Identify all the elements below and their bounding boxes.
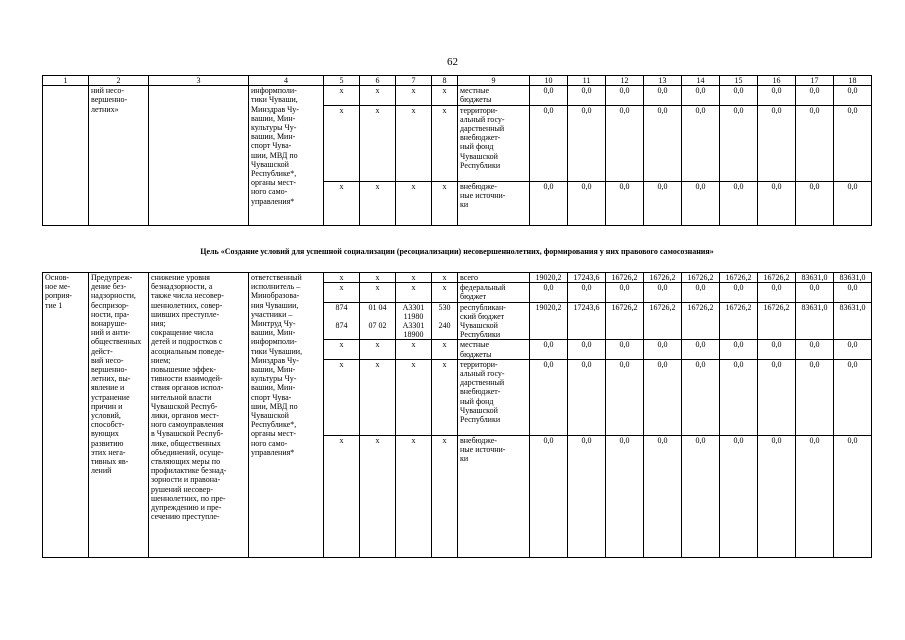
code-cell: x: [432, 86, 458, 105]
code-cell: x: [360, 86, 396, 105]
funding-source-cell: республикан- ский бюджет Чувашской Республики: [458, 302, 530, 340]
value-cell: 0,0: [758, 340, 796, 359]
value-cell: 0,0: [606, 340, 644, 359]
value-cell: 0,0: [644, 359, 682, 435]
code-cell: x: [432, 340, 458, 359]
value-cell: 0,0: [644, 340, 682, 359]
code-cell: x: [396, 273, 432, 283]
code-cell: 530 240: [432, 302, 458, 340]
code-cell: x: [360, 105, 396, 181]
main-table: [42, 272, 872, 558]
funding-source-cell: местные бюджеты: [458, 86, 530, 105]
value-cell: 17243,6: [568, 273, 606, 283]
page-number: 62: [447, 56, 458, 68]
code-cell: x: [324, 283, 360, 302]
code-cell: x: [324, 181, 360, 225]
value-cell: 0,0: [606, 435, 644, 557]
value-cell: 0,0: [682, 340, 720, 359]
table-row: [43, 273, 872, 283]
executor-cell: ответственный исполнитель – Минобразова- ния Чувашии, участники – Минтруд Чу- вашии, Мин- информполи- тики Чувашии, Минздрав Чу- вашии, Мин- культуры Чу- вашии, Мин- спорт Чува- шии, МВД по Чувашской Республике*, органы мест- ного само- управления*: [249, 273, 324, 558]
funding-source-cell: внебюдже- ные источни- ки: [458, 181, 530, 225]
value-cell: 16726,2: [720, 302, 758, 340]
value-cell: 16726,2: [682, 273, 720, 283]
header-cell: 2: [89, 76, 149, 86]
value-cell: 16726,2: [644, 273, 682, 283]
value-cell: 0,0: [606, 283, 644, 302]
value-cell: 83631,0: [796, 302, 834, 340]
value-cell: 0,0: [834, 283, 872, 302]
funding-source-cell: территори- альный госу- дарственный внебюджет- ный фонд Чувашской Республики: [458, 105, 530, 181]
header-cell: 4: [249, 76, 324, 86]
header-cell: 7: [396, 76, 432, 86]
funding-source-cell: внебюдже- ные источни- ки: [458, 435, 530, 557]
header-cell: 12: [606, 76, 644, 86]
header-cell: 15: [720, 76, 758, 86]
value-cell: 0,0: [720, 340, 758, 359]
value-cell: 0,0: [796, 340, 834, 359]
value-cell: 0,0: [834, 340, 872, 359]
value-cell: 0,0: [568, 86, 606, 105]
top-table: [42, 75, 872, 226]
value-cell: 0,0: [796, 181, 834, 225]
value-cell: 0,0: [834, 86, 872, 105]
empty-cell: [43, 86, 89, 225]
funding-source-cell: местные бюджеты: [458, 340, 530, 359]
code-cell: x: [396, 86, 432, 105]
value-cell: 16726,2: [682, 302, 720, 340]
value-cell: 0,0: [834, 435, 872, 557]
code-cell: 01 04 07 02: [360, 302, 396, 340]
header-cell: 11: [568, 76, 606, 86]
code-cell: x: [324, 340, 360, 359]
header-cell: 8: [432, 76, 458, 86]
code-cell: x: [396, 340, 432, 359]
code-cell: x: [360, 340, 396, 359]
value-cell: 0,0: [796, 435, 834, 557]
value-cell: 0,0: [606, 181, 644, 225]
code-cell: x: [396, 105, 432, 181]
value-cell: 16726,2: [758, 273, 796, 283]
value-cell: 0,0: [530, 359, 568, 435]
value-cell: 0,0: [720, 181, 758, 225]
expected-result-cell: снижение уровня безнадзорности, а также числа несовер- шеннолетних, совер- шивших преступле- ния; сокращение числа детей и подростков с асоциальным поведе- нием; повышение эффек- тивности взаимодей- ствия органов испол- нительной власти Чувашской Респуб- лики, органов мест- ного самоуправления в Чувашской Респуб- лике, общественных объединений, осуще- ствляющих меры по профилактике безнад- зорности и правона- рушений несовер- шеннолетних, по пре- дупреждению и пре- сечению преступле-: [149, 273, 249, 558]
measure-number-cell: Основ- ное ме- роприя- тие 1: [43, 273, 89, 558]
value-cell: 16726,2: [720, 273, 758, 283]
value-cell: 16726,2: [644, 302, 682, 340]
code-cell: x: [432, 283, 458, 302]
funding-source-cell: федеральный бюджет: [458, 283, 530, 302]
code-cell: x: [432, 181, 458, 225]
value-cell: 0,0: [758, 105, 796, 181]
code-cell: x: [432, 359, 458, 435]
value-cell: 0,0: [682, 359, 720, 435]
value-cell: 0,0: [568, 181, 606, 225]
value-cell: 0,0: [644, 283, 682, 302]
header-cell: 1: [43, 76, 89, 86]
header-cell: 10: [530, 76, 568, 86]
value-cell: 0,0: [644, 181, 682, 225]
table-row: [43, 86, 872, 105]
value-cell: 0,0: [796, 283, 834, 302]
value-cell: 0,0: [530, 181, 568, 225]
value-cell: 0,0: [834, 181, 872, 225]
header-cell: 17: [796, 76, 834, 86]
value-cell: 0,0: [758, 86, 796, 105]
code-cell: x: [324, 273, 360, 283]
header-cell: 5: [324, 76, 360, 86]
value-cell: 0,0: [720, 283, 758, 302]
code-cell: x: [324, 86, 360, 105]
code-cell: x: [396, 283, 432, 302]
code-cell: x: [324, 359, 360, 435]
value-cell: 0,0: [758, 435, 796, 557]
goal-heading: Цель «Создание условий для успешной социализации (ресоциализации) несовершеннолетних, формирования у них правового самосознания»: [200, 247, 714, 256]
value-cell: 19020,2: [530, 302, 568, 340]
code-cell: x: [396, 359, 432, 435]
header-cell: 16: [758, 76, 796, 86]
measure-name-cell: Предупреж- дение без- надзорности, беспризор- ности, пра- вонаруше- ний и анти- общественных дейст- вий несо- вершенно- летних, вы- явление и устранение причин и условий, способст- вующих развитию этих нега- тивных яв- лений: [89, 273, 149, 558]
code-cell: x: [324, 435, 360, 557]
value-cell: 0,0: [720, 435, 758, 557]
value-cell: 0,0: [644, 105, 682, 181]
executor-cell: информполи- тики Чуваши, Минздрав Чу- вашии, Мин- культуры Чу- вашии, Мин- спорт Чува- шии, МВД по Чувашской Республике*, органы мест- ного само- управления*: [249, 86, 324, 225]
value-cell: 0,0: [834, 359, 872, 435]
header-cell: 14: [682, 76, 720, 86]
funding-source-cell: всего: [458, 273, 530, 283]
header-cell: 6: [360, 76, 396, 86]
value-cell: 0,0: [644, 435, 682, 557]
value-cell: 0,0: [530, 340, 568, 359]
code-cell: x: [432, 273, 458, 283]
event-name-cell: ний несо- вершенно- летних»: [89, 86, 149, 225]
header-cell: 3: [149, 76, 249, 86]
value-cell: 0,0: [568, 340, 606, 359]
value-cell: 16726,2: [758, 302, 796, 340]
code-cell: x: [360, 283, 396, 302]
value-cell: 0,0: [796, 86, 834, 105]
value-cell: 0,0: [530, 283, 568, 302]
value-cell: 0,0: [606, 105, 644, 181]
value-cell: 0,0: [530, 105, 568, 181]
code-cell: x: [432, 435, 458, 557]
code-cell: x: [432, 105, 458, 181]
value-cell: 0,0: [758, 359, 796, 435]
value-cell: 0,0: [568, 435, 606, 557]
value-cell: 0,0: [682, 86, 720, 105]
code-cell: x: [360, 273, 396, 283]
code-cell: x: [360, 435, 396, 557]
code-cell: А3301 11980 А3301 18900: [396, 302, 432, 340]
empty-cell: [149, 86, 249, 225]
header-cell: 9: [458, 76, 530, 86]
header-cell: 13: [644, 76, 682, 86]
value-cell: 0,0: [682, 181, 720, 225]
value-cell: 0,0: [758, 181, 796, 225]
value-cell: 0,0: [720, 105, 758, 181]
value-cell: 16726,2: [606, 273, 644, 283]
value-cell: 0,0: [644, 86, 682, 105]
value-cell: 0,0: [720, 86, 758, 105]
code-cell: 874 874: [324, 302, 360, 340]
value-cell: 0,0: [682, 435, 720, 557]
value-cell: 0,0: [606, 359, 644, 435]
header-cell: 18: [834, 76, 872, 86]
value-cell: 83631,0: [834, 273, 872, 283]
value-cell: 0,0: [682, 283, 720, 302]
value-cell: 0,0: [720, 359, 758, 435]
value-cell: 19020,2: [530, 273, 568, 283]
value-cell: 0,0: [530, 86, 568, 105]
header-row: [43, 76, 872, 86]
value-cell: 0,0: [568, 283, 606, 302]
value-cell: 0,0: [530, 435, 568, 557]
value-cell: 0,0: [758, 283, 796, 302]
value-cell: 16726,2: [606, 302, 644, 340]
code-cell: x: [324, 105, 360, 181]
code-cell: x: [360, 181, 396, 225]
value-cell: 0,0: [606, 86, 644, 105]
value-cell: 17243,6: [568, 302, 606, 340]
value-cell: 83631,0: [796, 273, 834, 283]
value-cell: 0,0: [834, 105, 872, 181]
code-cell: x: [360, 359, 396, 435]
value-cell: 0,0: [568, 359, 606, 435]
funding-source-cell: территори- альный госу- дарственный внебюджет- ный фонд Чувашской Республики: [458, 359, 530, 435]
code-cell: x: [396, 435, 432, 557]
value-cell: 83631,0: [834, 302, 872, 340]
code-cell: x: [396, 181, 432, 225]
value-cell: 0,0: [682, 105, 720, 181]
value-cell: 0,0: [796, 105, 834, 181]
value-cell: 0,0: [568, 105, 606, 181]
value-cell: 0,0: [796, 359, 834, 435]
